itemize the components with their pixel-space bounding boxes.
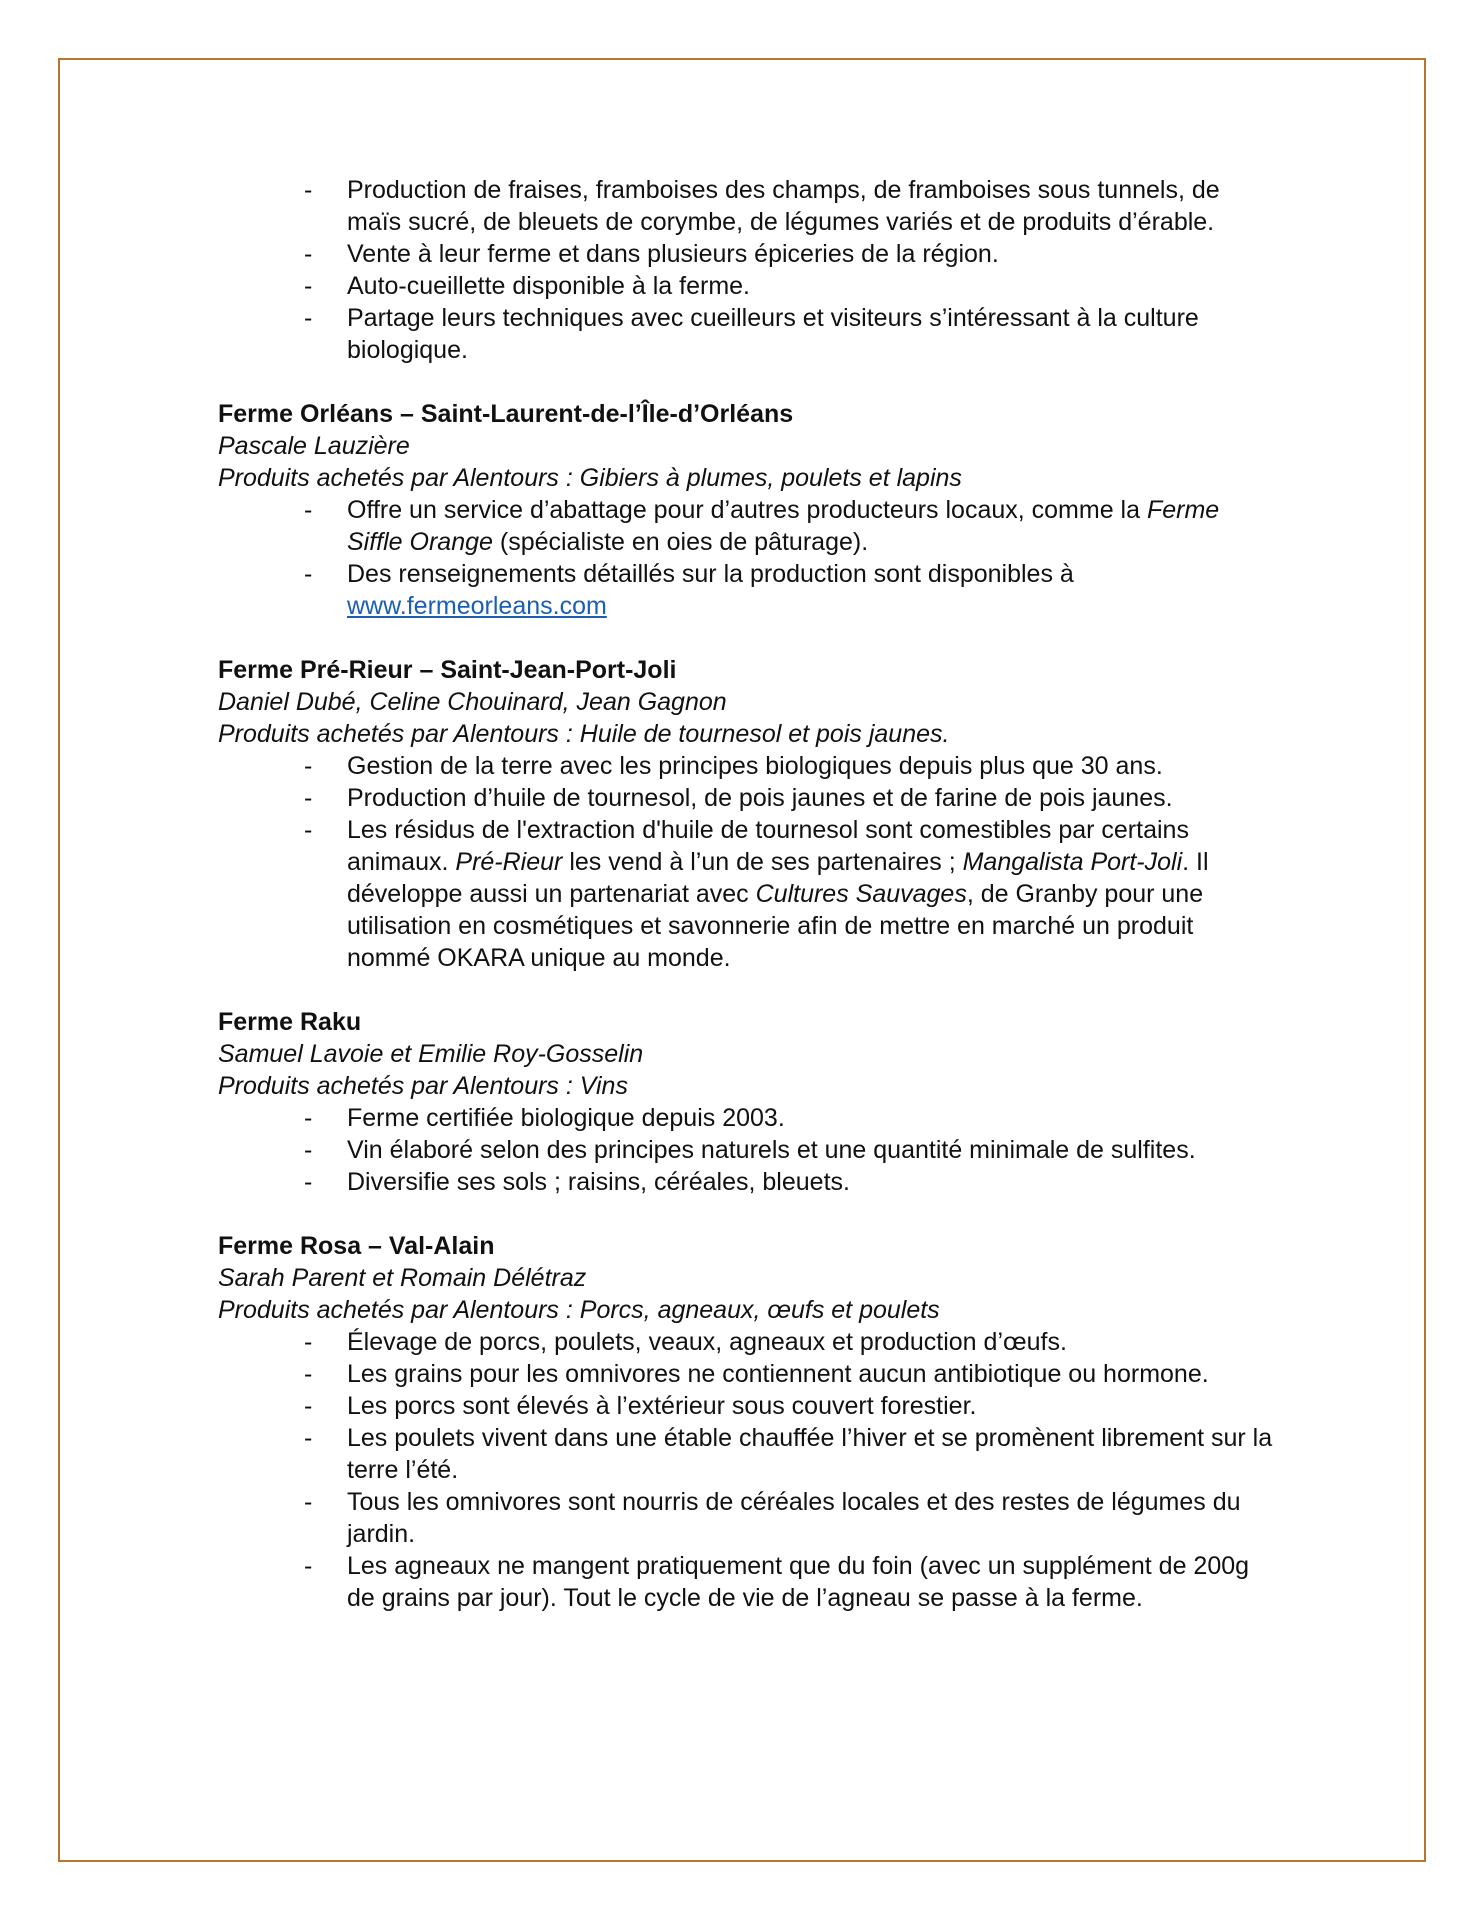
list-item: - Ferme certifiée biologique depuis 2003. xyxy=(304,1104,785,1132)
list-item: - Production d’huile de tournesol, de pois jaunes et de farine de pois jaunes. xyxy=(304,784,1173,812)
intro-bullet-list xyxy=(218,174,1278,366)
list-item: - Offre un service d’abattage pour d’autres producteurs locaux, comme la Ferme Siffle Orange (spécialiste en oies de pâturage). xyxy=(304,496,1220,556)
list-item: - Les agneaux ne mangent pratiquement que du foin (avec un supplément de 200g de grains par jour). Tout le cycle de vie de l’agneau se passe à la ferme. xyxy=(304,1552,1250,1612)
list-item: - Les porcs sont élevés à l’extérieur sous couvert forestier. xyxy=(304,1392,977,1420)
farm-people: Daniel Dubé, Celine Chouinard, Jean Gagnon xyxy=(218,688,727,716)
farm-products: Produits achetés par Alentours : Gibiers à plumes, poulets et lapins xyxy=(218,464,962,492)
farm-bullet-list xyxy=(218,494,1278,622)
farm-products: Produits achetés par Alentours : Porcs, agneaux, œufs et poulets xyxy=(218,1296,940,1324)
farm-products: Produits achetés par Alentours : Vins xyxy=(218,1072,628,1100)
list-item: - Tous les omnivores sont nourris de céréales locales et des restes de légumes du jardin. xyxy=(304,1488,1241,1548)
farm-section-prerieur xyxy=(218,654,1278,974)
list-item: - Vente à leur ferme et dans plusieurs épiceries de la région. xyxy=(304,240,999,268)
list-item: - Les résidus de l'extraction d'huile de tournesol sont comestibles par certains animaux. Pré-Rieur les vend à l’un de ses partenaires ; Mangalista Port-Joli. Il développe aussi un partenariat avec Cultures Sauvages, de Granby pour une utilisation en cosmétiques et savonnerie afin de mettre en marché un produit nommé OKARA unique au monde. xyxy=(304,816,1209,972)
list-item: - Les poulets vivent dans une étable chauffée l’hiver et se promènent librement sur la terre l’été. xyxy=(304,1424,1273,1484)
farm-section-rosa xyxy=(218,1230,1278,1614)
list-item: - Vin élaboré selon des principes naturels et une quantité minimale de sulfites. xyxy=(304,1136,1196,1164)
list-item: - Diversifie ses sols ; raisins, céréales, bleuets. xyxy=(304,1168,850,1196)
farm-bullet-list xyxy=(218,750,1278,974)
farm-people: Pascale Lauzière xyxy=(218,432,410,460)
farm-title: Ferme Orléans – Saint-Laurent-de-l’Île-d’Orléans xyxy=(218,400,794,428)
list-item: - Gestion de la terre avec les principes biologiques depuis plus que 30 ans. xyxy=(304,752,1163,780)
farm-products: Produits achetés par Alentours : Huile de tournesol et pois jaunes. xyxy=(218,720,950,748)
document-body xyxy=(218,174,1278,1614)
farm-section-raku xyxy=(218,1006,1278,1198)
list-item: - Les grains pour les omnivores ne contiennent aucun antibiotique ou hormone. xyxy=(304,1360,1209,1388)
fermeorleans-link[interactable]: www.fermeorleans.com xyxy=(347,592,607,620)
farm-bullet-list xyxy=(218,1326,1278,1614)
farm-people: Sarah Parent et Romain Délétraz xyxy=(218,1264,587,1292)
list-item: - Élevage de porcs, poulets, veaux, agneaux et production d’œufs. xyxy=(304,1328,1067,1356)
list-item: - Partage leurs techniques avec cueilleurs et visiteurs s’intéressant à la culture biologique. xyxy=(304,304,1199,364)
list-item: - Des renseignements détaillés sur la production sont disponibles à www.fermeorleans.com xyxy=(304,560,1074,620)
farm-section-orleans xyxy=(218,398,1278,622)
list-item: - Auto-cueillette disponible à la ferme. xyxy=(304,272,751,300)
farm-title: Ferme Raku xyxy=(218,1008,362,1036)
farm-people: Samuel Lavoie et Emilie Roy-Gosselin xyxy=(218,1040,644,1068)
list-item: - Production de fraises, framboises des champs, de framboises sous tunnels, de maïs sucré, de bleuets de corymbe, de légumes variés et de produits d’érable. xyxy=(304,176,1220,236)
farm-title: Ferme Pré-Rieur – Saint-Jean-Port-Joli xyxy=(218,656,677,684)
farm-bullet-list xyxy=(218,1102,1278,1198)
farm-title: Ferme Rosa – Val-Alain xyxy=(218,1232,495,1260)
